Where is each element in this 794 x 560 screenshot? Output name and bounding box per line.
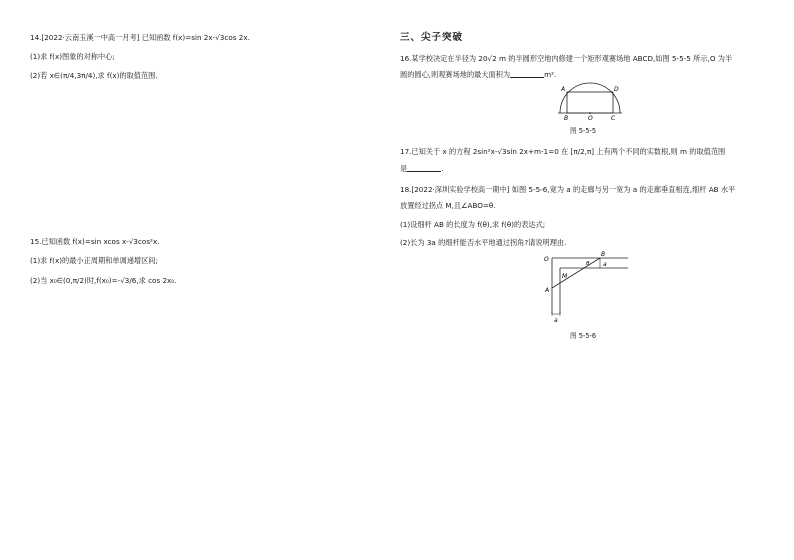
label-a-right: a xyxy=(603,261,607,268)
rod-ab xyxy=(552,258,600,288)
left-column xyxy=(30,0,360,560)
q15-stem: 15.已知函数 f(x)=sin xcos x-√3cos²x. xyxy=(30,237,160,246)
q16-unit: m². xyxy=(544,70,557,79)
q18-part2: (2)长为 3a 的细杆能否水平地通过拐角?请说明理由. xyxy=(400,238,567,247)
label-a-bottom: a xyxy=(554,317,558,324)
label-o: O xyxy=(588,115,593,120)
label-d: D xyxy=(614,86,619,93)
q16-line2-text: 圆的圆心,则观赛场地的最大面积为 xyxy=(400,70,511,79)
q18-part1: (1)设细杆 AB 的长度为 f(θ),求 f(θ)的表达式; xyxy=(400,220,546,229)
label-a-point: A xyxy=(545,287,550,294)
caption-5-5-6: 图 5-5-6 xyxy=(570,332,597,340)
section-title: 三、尖子突破 xyxy=(400,32,464,43)
q17-answer-blank xyxy=(407,164,444,173)
label-a: A xyxy=(561,86,566,93)
q14-part2: (2)若 x∈(π/4,3π/4),求 f(x)的取值范围. xyxy=(30,71,158,80)
figure-5-5-5 xyxy=(550,80,630,120)
label-theta: θ xyxy=(586,261,590,267)
q16-line1: 16.某学校决定在半径为 20√2 m 的半圆形空地内修建一个矩形观赛场地 ABCD,如图 5-5-5 所示,O 为半 xyxy=(400,54,733,63)
q17-line2 xyxy=(400,164,444,173)
q14-part1: (1)求 f(x)图象的对称中心; xyxy=(30,52,115,61)
right-column xyxy=(400,0,775,560)
semicircle-arc xyxy=(560,83,620,113)
q15-part2: (2)当 x₀∈(0,π/2)时,f(x₀)=-√3/6,求 cos 2x₀. xyxy=(30,276,177,285)
figure-5-5-6 xyxy=(540,250,635,325)
q14-stem: 14.[2022·云南玉溪一中高一月考] 已知函数 f(x)=sin 2x-√3cos 2x. xyxy=(30,33,250,42)
label-c: C xyxy=(611,115,616,120)
label-b: B xyxy=(564,115,569,120)
label-o: O xyxy=(544,256,549,263)
q17-line2-text: 是 xyxy=(400,164,408,173)
q17-line1: 17.已知关于 x 的方程 2sin²x-√3sin 2x+m-1=0 在 [π/2,π] 上有两个不同的实数根,则 m 的取值范围 xyxy=(400,147,726,156)
q16-line2 xyxy=(400,70,556,79)
label-b: B xyxy=(601,251,606,258)
q15-part1: (1)求 f(x)的最小正周期和单调递增区间; xyxy=(30,256,158,265)
center-point xyxy=(589,112,591,114)
q18-line2: 放置经过拐点 M,且∠ABO=θ. xyxy=(400,201,496,210)
rectangle-abcd xyxy=(567,92,613,113)
q17-period: . xyxy=(441,164,444,173)
q16-answer-blank xyxy=(510,70,544,78)
label-m: M xyxy=(562,273,568,280)
q18-line1: 18.[2022·深圳实验学校高一期中] 如图 5-5-6,宽为 a 的走廊与另一宽为 a 的走廊垂直相连,细杆 AB 水平 xyxy=(400,185,736,194)
caption-5-5-5: 图 5-5-5 xyxy=(570,127,597,135)
